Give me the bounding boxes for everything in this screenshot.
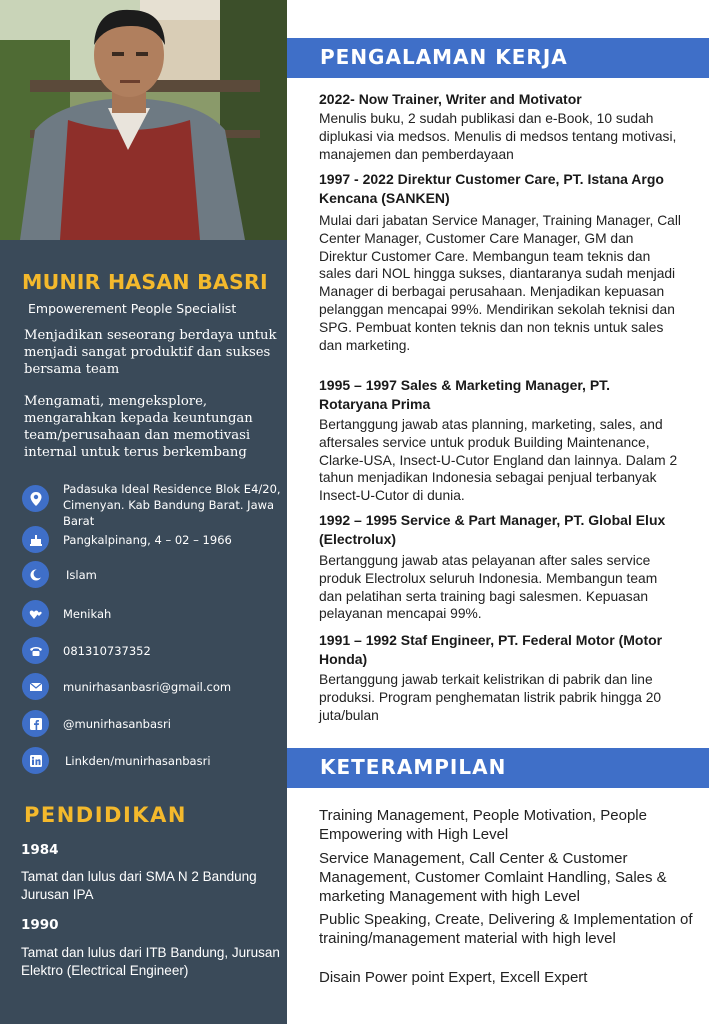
contact-phone-text: 081310737352 bbox=[63, 644, 151, 658]
hearts-icon bbox=[22, 600, 49, 627]
job-desc-5: Bertanggung jawab terkait kelistrikan di pabrik dan line produksi. Program penghematan listrik pabrik hingga 20 juta/bulan bbox=[319, 672, 662, 723]
education-title: PENDIDIKAN bbox=[24, 803, 187, 827]
profile-summary-1: Menjadikan seseorang berdaya untuk menjadi sangat produktif dan sukses bersama team bbox=[24, 328, 277, 377]
contact-phone bbox=[22, 637, 284, 664]
contact-birth bbox=[22, 526, 284, 553]
linkedin-icon bbox=[22, 747, 49, 774]
contact-facebook-text: @munirhasanbasri bbox=[63, 717, 171, 731]
job-title-4: 1992 – 1995 Service & Part Manager, PT. Global Elux (Electrolux) bbox=[319, 512, 666, 547]
contact-birth-text: Pangkalpinang, 4 – 02 – 1966 bbox=[63, 533, 232, 547]
job-desc-3: Bertanggung jawab atas planning, marketing, sales, and aftersales service untuk produk Building Maintenance, Clarke-USA, Insect-U-Cutor England dan lainnya. Dalam 2 tahun menjadikan Indonesia sebagai penjual terbanyak Insect-U-Cutor di dunia. bbox=[319, 417, 678, 504]
skills-title: KETERAMPILAN bbox=[320, 755, 507, 779]
profile-photo bbox=[0, 0, 287, 240]
education-desc-2: Tamat dan lulus dari ITB Bandung, Jurusan Elektro (Electrical Engineer) bbox=[21, 945, 280, 978]
sidebar bbox=[0, 0, 287, 1024]
profile-summary-2: Mengamati, mengeksplore, mengarahkan kepada keuntungan team/perusahaan dan memotivasi internal untuk terus berkembang bbox=[24, 394, 253, 460]
education-year-2: 1990 bbox=[21, 917, 59, 933]
profile-name: MUNIR HASAN BASRI bbox=[22, 270, 268, 294]
phone-icon bbox=[22, 637, 49, 664]
education-year-1: 1984 bbox=[21, 842, 59, 858]
education-desc-1: Tamat dan lulus dari SMA N 2 Bandung Jurusan IPA bbox=[21, 869, 257, 902]
skill-item-2: Service Management, Call Center & Customer Management, Customer Comlaint Handling, Sales & marketing Management with high Level bbox=[319, 850, 667, 905]
contact-religion-text: Islam bbox=[66, 568, 97, 582]
contact-religion bbox=[22, 561, 284, 588]
location-pin-icon bbox=[22, 485, 49, 512]
contact-address bbox=[22, 482, 284, 529]
experience-title: PENGALAMAN KERJA bbox=[320, 45, 568, 69]
skill-item-4: Disain Power point Expert, Excell Expert bbox=[319, 969, 588, 986]
email-icon bbox=[22, 673, 49, 700]
job-title-5: 1991 – 1992 Staf Engineer, PT. Federal Motor (Motor Honda) bbox=[319, 632, 663, 667]
contact-marital-text: Menikah bbox=[63, 607, 112, 621]
contact-linkedin-text: Linkden/munirhasanbasri bbox=[65, 754, 211, 768]
job-title-2: 1997 - 2022 Direktur Customer Care, PT. Istana Argo Kencana (SANKEN) bbox=[319, 171, 664, 206]
contact-email-text: munirhasanbasri@gmail.com bbox=[63, 680, 232, 694]
contact-facebook bbox=[22, 710, 284, 737]
contact-marital bbox=[22, 600, 284, 627]
facebook-icon bbox=[22, 710, 49, 737]
contact-linkedin bbox=[22, 747, 284, 774]
job-desc-1: Menulis buku, 2 sudah publikasi dan e-Book, 10 sudah diplukasi via medsos. Menulis di medsos tentang motivasi, manajemen dan pemberdayaan bbox=[319, 111, 677, 162]
contact-address-text: Padasuka Ideal Residence Blok E4/20, Cimenyan. Kab Bandung Barat. Jawa Barat bbox=[63, 482, 281, 528]
birthday-cake-icon bbox=[22, 526, 49, 553]
job-title-1: 2022- Now Trainer, Writer and Motivator bbox=[319, 91, 582, 107]
skill-item-3: Public Speaking, Create, Delivering & Implementation of training/management material with high level bbox=[319, 911, 693, 947]
contact-email bbox=[22, 673, 284, 700]
skills-header bbox=[287, 748, 709, 788]
crescent-moon-icon bbox=[22, 561, 49, 588]
experience-header bbox=[287, 38, 709, 78]
job-desc-2: Mulai dari jabatan Service Manager, Training Manager, Call Center Manager, Customer Care Manager, GM dan Direktur Customer Care. Membangun team teknis dan sales dari NOL hingga sukses, diantaranya sudah menjadi Manager di berbagai perusahaan. Menjadikan kepuasan pelanggan mencapai 99%. Mendirikan sekolah teknisi dan SPG. Pembuat konten teknis dan non teknis untuk sales dan marketing. bbox=[319, 213, 681, 353]
job-title-3: 1995 – 1997 Sales & Marketing Manager, PT. Rotaryana Prima bbox=[319, 377, 611, 412]
skill-item-1: Training Management, People Motivation, People Empowering with High Level bbox=[319, 807, 647, 843]
job-desc-4: Bertanggung jawab atas pelayanan after sales service produk Electrolux seluruh Indonesia. Membangun team dan pelatihan serta training bagi salesmen. Kepuasan pelayanan mencapai 99%. bbox=[319, 553, 658, 622]
profile-title: Empowerement People Specialist bbox=[28, 301, 237, 316]
